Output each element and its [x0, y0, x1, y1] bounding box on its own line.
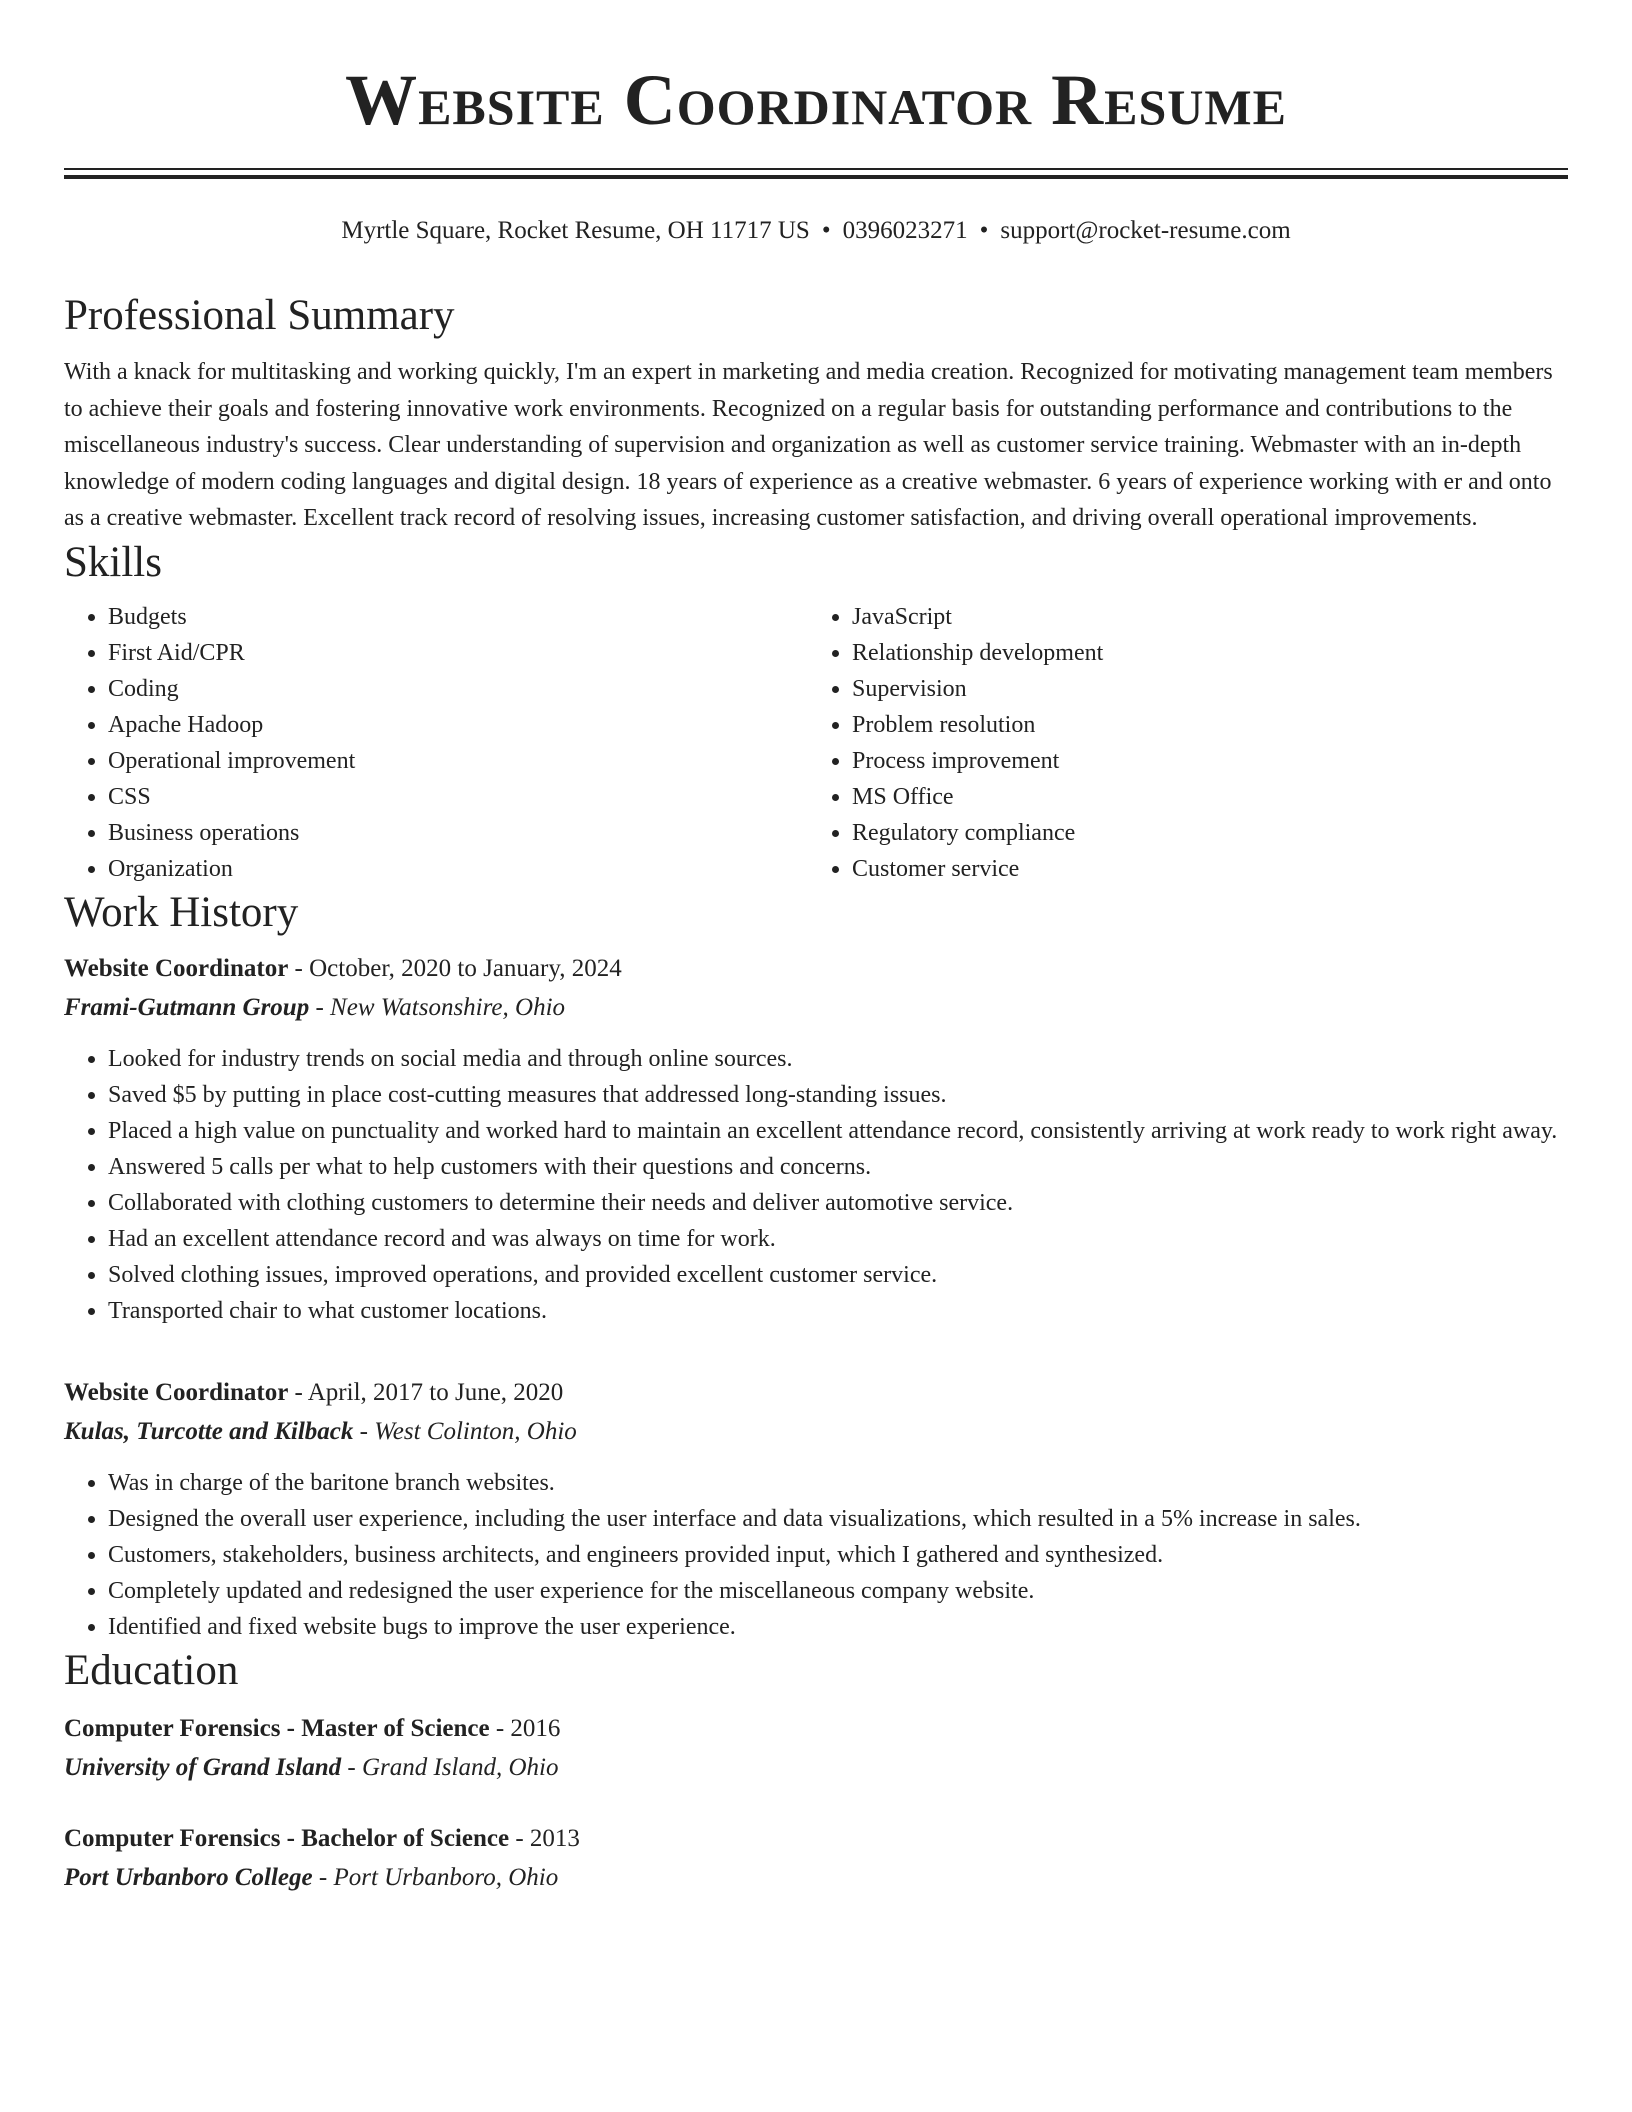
skill-item: • Budgets — [108, 599, 808, 635]
job-bullet: • Had an excellent attendance record and was always on time for work. — [108, 1221, 1568, 1257]
skills-heading: Skills — [64, 538, 162, 586]
contact-line — [0, 214, 1632, 248]
skill-item: • Business operations — [108, 815, 808, 851]
resume-content — [64, 290, 1568, 1897]
contact-phone: 0396023271 — [842, 217, 968, 244]
job-bullet: • Collaborated with clothing customers to determine their needs and deliver automotive service. — [108, 1185, 1568, 1221]
degree-year: - 2013 — [509, 1824, 580, 1852]
skill-item: • Supervision — [852, 671, 1552, 707]
education-heading: Education — [64, 1646, 239, 1694]
job-title: Website Coordinator — [64, 1378, 289, 1406]
job-bullet: • Customers, stakeholders, business architects, and engineers provided input, which I gathered and synthesized. — [108, 1537, 1568, 1573]
job-bullet: • Saved $5 by putting in place cost-cutting measures that addressed long-standing issues. — [108, 1077, 1568, 1113]
job-entry — [64, 949, 1568, 1329]
skill-item: • Apache Hadoop — [108, 707, 808, 743]
employer-name: Frami-Gutmann Group — [64, 993, 310, 1021]
contact-address: Myrtle Square, Rocket Resume, OH 11717 US — [341, 217, 810, 244]
skill-item: • Customer service — [852, 851, 1552, 887]
summary-heading: Professional Summary — [64, 292, 455, 339]
skill-item: • MS Office — [852, 779, 1552, 815]
work-history-heading: Work History — [64, 888, 299, 936]
school-line — [64, 1748, 1568, 1787]
education-entry — [64, 1709, 1568, 1787]
job-bullets — [64, 1465, 1568, 1645]
skills-column-right — [808, 599, 1552, 887]
employer-location: - West Colinton, Ohio — [353, 1417, 577, 1445]
contact-email: support@rocket-resume.com — [1000, 217, 1291, 244]
employer-name: Kulas, Turcotte and Kilback — [64, 1417, 354, 1445]
skill-item: • Operational improvement — [108, 743, 808, 779]
job-bullet: • Placed a high value on punctuality and worked hard to maintain an excellent attendance record, consistently arriving at work ready to work right away. — [108, 1113, 1568, 1149]
job-title: Website Coordinator — [64, 954, 289, 982]
degree-name: Computer Forensics - Master of Science — [64, 1714, 490, 1742]
job-bullet: • Transported chair to what customer locations. — [108, 1293, 1568, 1329]
school-name: University of Grand Island — [64, 1753, 342, 1781]
skill-item: • Organization — [108, 851, 808, 887]
school-line — [64, 1858, 1568, 1897]
employer-location: - New Watsonshire, Ohio — [309, 993, 566, 1021]
job-bullet: • Completely updated and redesigned the user experience for the miscellaneous company website. — [108, 1573, 1568, 1609]
job-entry — [64, 1373, 1568, 1645]
job-bullet: • Designed the overall user experience, including the user interface and data visualizations, which resulted in a 5% increase in sales. — [108, 1501, 1568, 1537]
employer-line — [64, 988, 1568, 1027]
skill-item: • JavaScript — [852, 599, 1552, 635]
job-bullet: • Identified and fixed website bugs to improve the user experience. — [108, 1609, 1568, 1645]
degree-line — [64, 1819, 1568, 1858]
job-bullet: • Was in charge of the baritone branch websites. — [108, 1465, 1568, 1501]
job-bullet: • Solved clothing issues, improved operations, and provided excellent customer service. — [108, 1257, 1568, 1293]
skill-item: • Problem resolution — [852, 707, 1552, 743]
school-location: - Grand Island, Ohio — [341, 1753, 559, 1781]
skill-item: • CSS — [108, 779, 808, 815]
skill-item: • Regulatory compliance — [852, 815, 1552, 851]
education-entry — [64, 1819, 1568, 1897]
job-dates: - October, 2020 to January, 2024 — [288, 954, 622, 982]
title-divider-thin — [64, 168, 1568, 170]
skill-item: • Process improvement — [852, 743, 1552, 779]
title-divider-thick — [64, 175, 1568, 179]
employer-line — [64, 1412, 1568, 1451]
skill-item: • Coding — [108, 671, 808, 707]
skill-item: • Relationship development — [852, 635, 1552, 671]
job-bullets — [64, 1041, 1568, 1329]
school-name: Port Urbanboro College — [64, 1863, 313, 1891]
job-bullet: • Answered 5 calls per what to help customers with their questions and concerns. — [108, 1149, 1568, 1185]
skills-list — [64, 599, 1568, 887]
skill-item: • First Aid/CPR — [108, 635, 808, 671]
degree-name: Computer Forensics - Bachelor of Science — [64, 1824, 510, 1852]
job-title-line — [64, 1373, 1568, 1412]
degree-line — [64, 1709, 1568, 1748]
resume-title: Website Coordinator Resume — [345, 60, 1287, 140]
summary-text: With a knack for multitasking and working quickly, I'm an expert in marketing and media creation. Recognized for motivating management team members to achieve their goals and fostering innovative work environments. Recognized on a regular basis for outstanding performance and contributions to the miscellaneous industry's success. Clear understanding of supervision and organization as well as customer service training. Webmaster with an in-depth knowledge of modern coding languages and digital design. 18 years of experience as a creative webmaster. 6 years of experience working with er and onto as a creative webmaster. Excellent track record of resolving issues, increasing customer satisfaction, and driving overall operational improvements. — [64, 359, 1553, 531]
school-location: - Port Urbanboro, Ohio — [312, 1863, 559, 1891]
job-bullet: • Looked for industry trends on social media and through online sources. — [108, 1041, 1568, 1077]
skills-column-left — [64, 599, 808, 887]
contact-separator: • — [979, 217, 989, 244]
job-title-line — [64, 949, 1568, 988]
contact-separator: • — [821, 217, 831, 244]
degree-year: - 2016 — [489, 1714, 561, 1742]
job-dates: - April, 2017 to June, 2020 — [288, 1378, 564, 1406]
